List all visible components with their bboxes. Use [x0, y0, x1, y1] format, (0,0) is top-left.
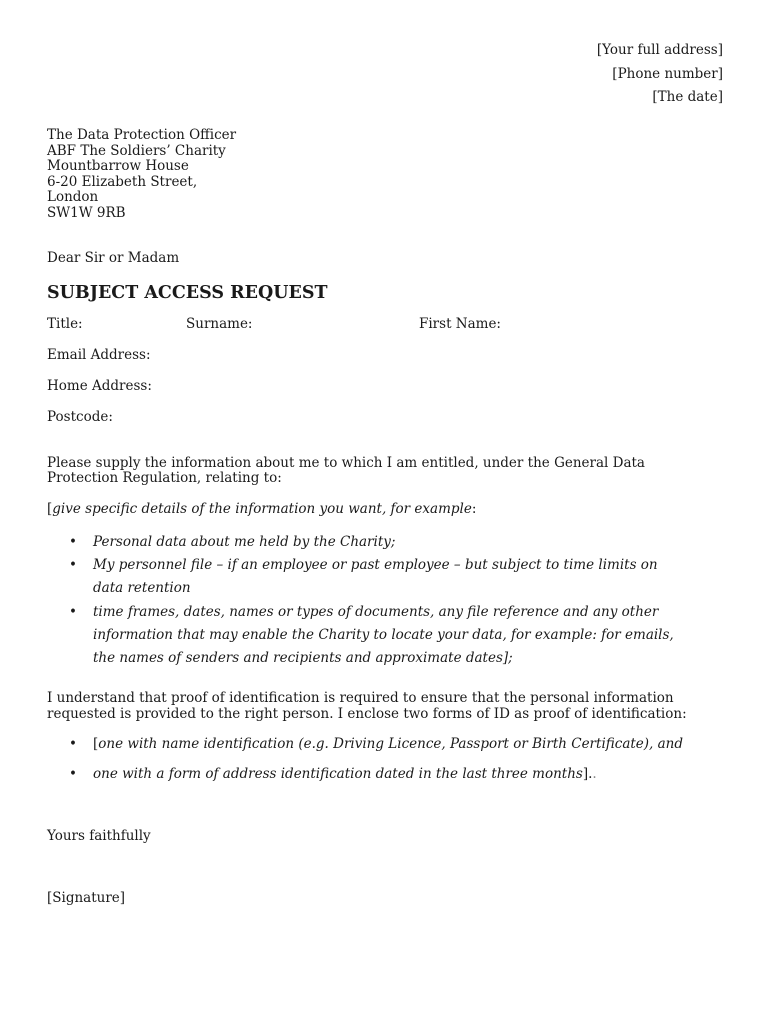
- bullet-icon: •: [69, 534, 77, 550]
- sender-phone: [Phone number]: [612, 66, 723, 82]
- field-home-address-label: Home Address:: [47, 378, 152, 394]
- signature-placeholder: [Signature]: [47, 890, 126, 906]
- list-item: time frames, dates, names or types of documents, any file reference and any other: [93, 604, 659, 620]
- list-item: Personal data about me held by the Charity;: [93, 534, 396, 550]
- field-email-label: Email Address:: [47, 347, 151, 363]
- list-item: [93, 767, 597, 783]
- sender-date: [The date]: [652, 89, 723, 105]
- bullet-icon: •: [69, 557, 77, 573]
- sender-address: [Your full address]: [596, 42, 723, 58]
- id-item-text: one with a form of address identification dated in the last three months: [93, 766, 583, 782]
- recipient-line: 6-20 Elizabeth Street,: [47, 174, 198, 190]
- bullet-icon: •: [69, 736, 77, 752]
- list-item: [93, 737, 683, 753]
- request-intro: [47, 502, 476, 518]
- salutation: Dear Sir or Madam: [47, 250, 180, 266]
- list-item-continuation: data retention: [93, 580, 191, 596]
- recipient-line: The Data Protection Officer: [47, 127, 237, 143]
- recipient-line: ABF The Soldiers’ Charity: [47, 143, 226, 159]
- field-surname-label: Surname:: [186, 316, 253, 332]
- field-title-label: Title:: [47, 316, 83, 332]
- recipient-line: Mountbarrow House: [47, 158, 189, 174]
- list-item: My personnel file – if an employee or past employee – but subject to time limits on: [93, 557, 658, 573]
- recipient-line: London: [47, 189, 99, 205]
- closing: Yours faithfully: [47, 828, 151, 844]
- field-postcode-label: Postcode:: [47, 409, 113, 425]
- trailing-mark: .: [592, 766, 597, 782]
- list-item-continuation: information that may enable the Charity to locate your data, for example: for emails,: [93, 627, 674, 643]
- recipient-line: SW1W 9RB: [47, 205, 126, 221]
- list-item-continuation: the names of senders and recipients and approximate dates];: [93, 650, 513, 666]
- bullet-icon: •: [69, 604, 77, 620]
- request-intro-colon: :: [471, 501, 477, 517]
- bracket-open: [: [93, 736, 99, 752]
- bracket-open: [: [47, 501, 53, 517]
- request-paragraph-line: Protection Regulation, relating to:: [47, 470, 282, 486]
- identification-paragraph-line: I understand that proof of identification is required to ensure that the personal information: [47, 690, 674, 706]
- bullet-icon: •: [69, 766, 77, 782]
- field-first-name-label: First Name:: [419, 316, 501, 332]
- bracket-close: ].: [582, 766, 593, 782]
- request-intro-italic: give specific details of the information you want, for example: [52, 501, 472, 517]
- page-title: SUBJECT ACCESS REQUEST: [47, 283, 328, 303]
- id-item-text: one with name identification (e.g. Driving Licence, Passport or Birth Certificate), and: [98, 736, 684, 752]
- request-paragraph-line: Please supply the information about me to which I am entitled, under the General Data: [47, 455, 645, 471]
- identification-paragraph-line: requested is provided to the right person. I enclose two forms of ID as proof of identification:: [47, 706, 687, 722]
